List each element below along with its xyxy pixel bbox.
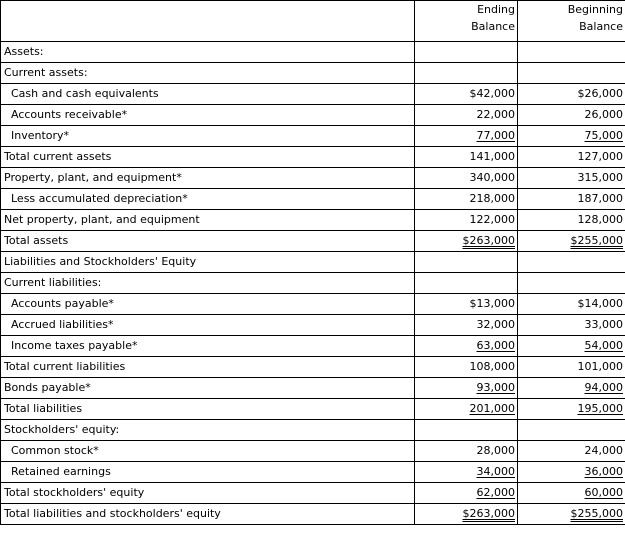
ending-value: 218,000 [415,189,518,210]
ending-value: 77,000 [415,126,518,147]
beginning-value: $255,000 [518,504,625,525]
table-row [1,357,625,378]
table-row [1,63,625,84]
ending-value: 32,000 [415,315,518,336]
row-label: Current liabilities: [1,273,415,294]
ending-value: $42,000 [415,84,518,105]
beginning-value: 33,000 [518,315,625,336]
table-row [1,126,625,147]
ending-value [415,252,518,273]
table-row [1,252,625,273]
table-row [1,273,625,294]
table-row [1,315,625,336]
row-label: Total current liabilities [1,357,415,378]
ending-value: 93,000 [415,378,518,399]
table-row [1,504,625,525]
table-row [1,441,625,462]
beginning-value: 101,000 [518,357,625,378]
ending-value: 122,000 [415,210,518,231]
ending-value [415,273,518,294]
table-row [1,42,625,63]
beginning-value: 128,000 [518,210,625,231]
row-label: Current assets: [1,63,415,84]
beginning-value [518,252,625,273]
ending-value: 22,000 [415,105,518,126]
table-row [1,483,625,504]
table-row [1,399,625,420]
ending-value [415,420,518,441]
beginning-value: 315,000 [518,168,625,189]
row-label: Common stock* [1,441,415,462]
beginning-value: $26,000 [518,84,625,105]
ending-value: 63,000 [415,336,518,357]
table-row [1,189,625,210]
ending-value: 28,000 [415,441,518,462]
ending-value: 141,000 [415,147,518,168]
ending-value: 34,000 [415,462,518,483]
header-row [1,1,625,42]
beginning-value [518,42,625,63]
table-row [1,420,625,441]
ending-value: 201,000 [415,399,518,420]
ending-value: $13,000 [415,294,518,315]
row-label: Assets: [1,42,415,63]
row-label: Accounts receivable* [1,105,415,126]
ending-value: $263,000 [415,231,518,252]
beginning-value: 94,000 [518,378,625,399]
table-row [1,231,625,252]
beginning-balance-header: Beginning Balance [518,1,625,42]
header-label-cell [1,1,415,42]
ending-value [415,63,518,84]
beginning-value: 54,000 [518,336,625,357]
row-label: Liabilities and Stockholders' Equity [1,252,415,273]
beginning-value [518,273,625,294]
table-row [1,462,625,483]
ending-value: 108,000 [415,357,518,378]
table-row [1,147,625,168]
beginning-value: $255,000 [518,231,625,252]
beginning-value: 24,000 [518,441,625,462]
beginning-value: 75,000 [518,126,625,147]
row-label: Accrued liabilities* [1,315,415,336]
row-label: Total current assets [1,147,415,168]
beginning-value: $14,000 [518,294,625,315]
table-row [1,168,625,189]
row-label: Net property, plant, and equipment [1,210,415,231]
row-label: Total liabilities and stockholders' equity [1,504,415,525]
row-label: Property, plant, and equipment* [1,168,415,189]
beginning-value: 36,000 [518,462,625,483]
row-label: Less accumulated depreciation* [1,189,415,210]
beginning-value [518,420,625,441]
beginning-value: 26,000 [518,105,625,126]
beginning-value: 127,000 [518,147,625,168]
beginning-value: 187,000 [518,189,625,210]
row-label: Stockholders' equity: [1,420,415,441]
table-row [1,378,625,399]
beginning-value: 60,000 [518,483,625,504]
beginning-value: 195,000 [518,399,625,420]
table-row [1,105,625,126]
row-label: Retained earnings [1,462,415,483]
table-row [1,294,625,315]
beginning-value [518,63,625,84]
row-label: Bonds payable* [1,378,415,399]
row-label: Accounts payable* [1,294,415,315]
ending-value: 62,000 [415,483,518,504]
ending-value: 340,000 [415,168,518,189]
row-label: Inventory* [1,126,415,147]
table-row [1,210,625,231]
table-row [1,336,625,357]
ending-value [415,42,518,63]
ending-value: $263,000 [415,504,518,525]
ending-balance-header: Ending Balance [415,1,518,42]
row-label: Total assets [1,231,415,252]
table-row [1,84,625,105]
row-label: Total stockholders' equity [1,483,415,504]
row-label: Income taxes payable* [1,336,415,357]
row-label: Cash and cash equivalents [1,84,415,105]
row-label: Total liabilities [1,399,415,420]
